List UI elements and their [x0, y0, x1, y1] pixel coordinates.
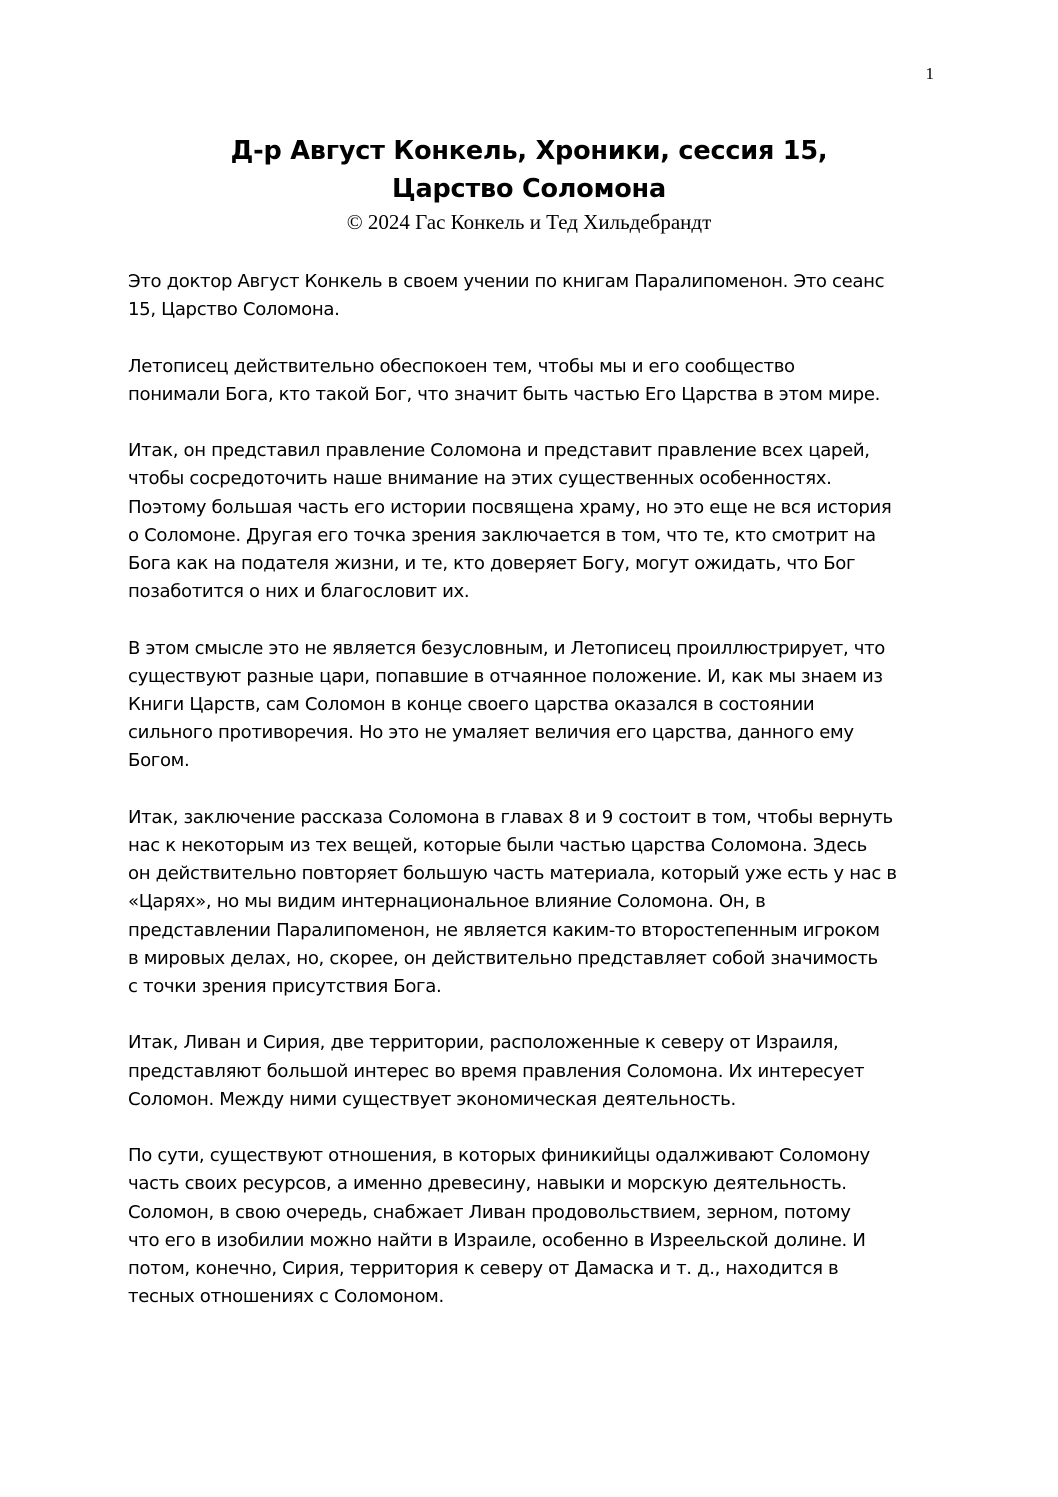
text-line: Итак, он представил правление Соломона и представит правление всех царей,: [128, 440, 870, 462]
text-line: он действительно повторяет большую часть материала, который уже есть у нас в: [128, 863, 897, 885]
text-line: позаботится о них и благословит их.: [128, 581, 470, 603]
text-line: Книги Царств, сам Соломон в конце своего царства оказался в состоянии: [128, 694, 815, 715]
text-line: Соломон, в свою очередь, снабжает Ливан продовольствием, зерном, потому: [128, 1201, 851, 1223]
text-line: 15, Царство Соломона.: [128, 299, 340, 321]
paragraph-4: [128, 635, 938, 776]
text-line: что его в изобилии можно найти в Израиле, особенно в Изреельской долине. И: [128, 1229, 866, 1251]
text-line: в мировых делах, но, скорее, он действительно представляет собой значимость: [128, 947, 878, 969]
text-line: нас к некоторым из тех вещей, которые были частью царства Соломона. Здесь: [128, 835, 867, 856]
paragraph-6: [128, 1029, 938, 1114]
text-line: Поэтому большая часть его истории посвящена храму, но это еще не вся история: [128, 496, 892, 518]
text-line: чтобы сосредоточить наше внимание на этих существенных особенностях.: [128, 468, 832, 490]
title-block: [0, 132, 1058, 236]
paragraph-7: [128, 1142, 938, 1311]
paragraph-1: [128, 268, 938, 324]
paragraph-3: [128, 437, 938, 606]
document-body: [128, 268, 938, 1340]
text-line: о Соломоне. Другая его точка зрения заключается в том, что те, кто смотрит на: [128, 524, 876, 546]
text-line: Это доктор Август Конкель в своем учении по книгам Паралипоменон. Это сеанс: [128, 271, 885, 292]
text-line: тесных отношениях с Соломоном.: [128, 1286, 444, 1308]
page-title-line-1: Д-р Август Конкель, Хроники, сессия 15,: [230, 136, 828, 166]
text-line: существуют разные цари, попавшие в отчаянное положение. И, как мы знаем из: [128, 665, 883, 687]
text-line: Богом.: [128, 750, 190, 772]
copyright-notice: © 2024 Гас Конкель и Тед Хильдебрандт: [346, 210, 712, 234]
text-line: Итак, заключение рассказа Соломона в главах 8 и 9 состоит в том, чтобы вернуть: [128, 806, 893, 828]
text-line: «Царях», но мы видим интернациональное влияние Соломона. Он, в: [128, 891, 766, 913]
text-line: потом, конечно, Сирия, территория к северу от Дамаска и т. д., находится в: [128, 1258, 839, 1280]
text-line: представлении Паралипоменон, не является каким-то второстепенным игроком: [128, 919, 880, 941]
page-title-line-2: Царство Соломона: [392, 174, 666, 204]
page-number: 1: [925, 64, 934, 83]
text-line: представляют большой интерес во время правления Соломона. Их интересует: [128, 1060, 865, 1082]
text-line: В этом смысле это не является безусловным, и Летописец проиллюстрирует, что: [128, 637, 886, 659]
text-line: часть своих ресурсов, а именно древесину, навыки и морскую деятельность.: [128, 1173, 847, 1195]
paragraph-5: [128, 804, 938, 1001]
text-line: сильного противоречия. Но это не умаляет величия его царства, данного ему: [128, 722, 854, 744]
text-line: По сути, существуют отношения, в которых финикийцы одалживают Соломону: [128, 1145, 870, 1167]
text-line: с точки зрения присутствия Бога.: [128, 976, 442, 998]
text-line: Бога как на подателя жизни, и те, кто доверяет Богу, могут ожидать, что Бог: [128, 553, 856, 574]
text-line: Соломон. Между ними существует экономическая деятельность.: [128, 1088, 736, 1110]
paragraph-2: [128, 353, 938, 409]
text-line: Летописец действительно обеспокоен тем, чтобы мы и его сообщество: [128, 355, 795, 377]
text-line: Итак, Ливан и Сирия, две территории, расположенные к северу от Израиля,: [128, 1032, 839, 1054]
text-line: понимали Бога, кто такой Бог, что значит быть частью Его Царства в этом мире.: [128, 383, 881, 405]
